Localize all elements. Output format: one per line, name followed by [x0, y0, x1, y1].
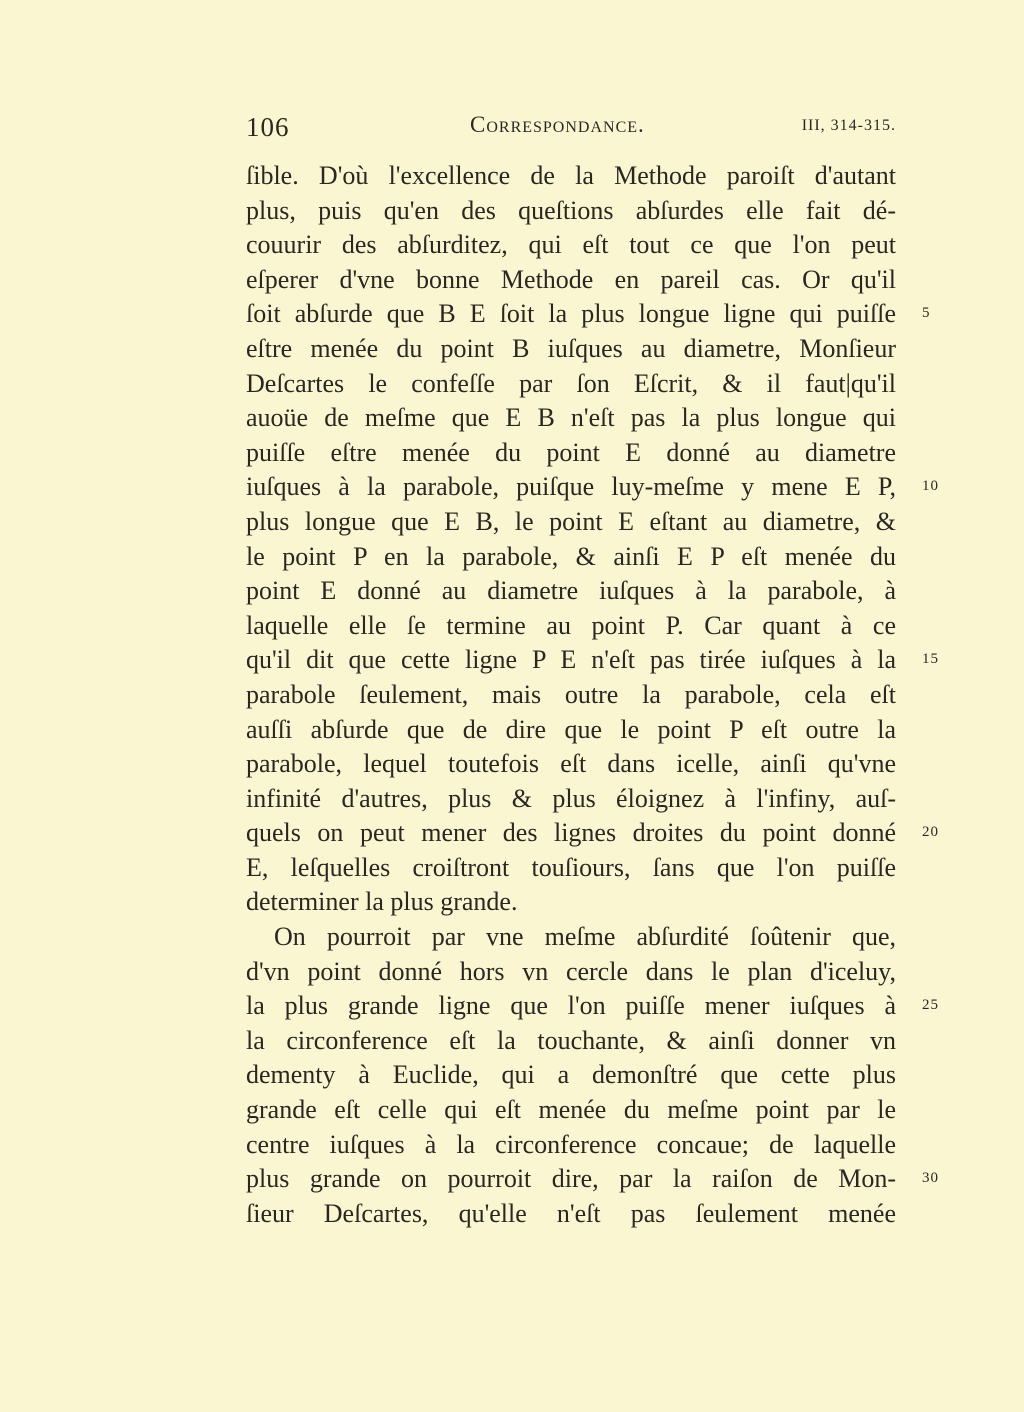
text-line: quels on peut mener des lignes droites du point donné	[246, 818, 896, 848]
line-number: 30	[922, 1170, 939, 1186]
line-number: 15	[922, 651, 939, 667]
text-line: auoüe de meſme que E B n'eſt pas la plus longue qui	[246, 403, 896, 433]
text-line: Deſcartes le confeſſe par ſon Eſcrit, & il faut|qu'il	[246, 368, 896, 398]
line-number: 20	[922, 824, 939, 840]
text-line: la circonference eſt la touchante, & ainſi donner vn	[246, 1025, 896, 1055]
text-line: plus longue que E B, le point E eſtant au diametre, &	[246, 506, 896, 536]
text-line: plus, puis qu'en des queſtions abſurdes elle fait dé-	[246, 195, 896, 225]
text-line: iuſques à la parabole, puiſque luy-meſme y mene E P,	[246, 472, 896, 502]
text-line: E, leſquelles croiſtront touſiours, ſans que l'on puiſſe	[246, 852, 896, 882]
text-line: grande eſt celle qui eſt menée du meſme point par le	[246, 1095, 896, 1125]
text-line: On pourroit par vne meſme abſurdité ſoûtenir que,	[274, 922, 896, 952]
text-line: d'vn point donné hors vn cercle dans le plan d'iceluy,	[246, 956, 896, 986]
text-line: eſperer d'vne bonne Methode en pareil cas. Or qu'il	[246, 264, 896, 294]
text-line: la plus grande ligne que l'on puiſſe mener iuſques à	[246, 991, 896, 1021]
text-line: qu'il dit que cette ligne P E n'eſt pas tirée iuſques à la	[246, 645, 896, 675]
text-line: dementy à Euclide, qui a demonſtré que cette plus	[246, 1060, 896, 1090]
page-header	[246, 112, 896, 146]
text-line: ſieur Deſcartes, qu'elle n'eſt pas ſeulement menée	[246, 1198, 896, 1228]
text-line: infinité d'autres, plus & plus éloignez à l'infiny, auſ-	[246, 783, 896, 813]
text-line: laquelle elle ſe termine au point P. Car quant à ce	[246, 610, 896, 640]
text-line: le point P en la parabole, & ainſi E P eſt menée du	[246, 541, 896, 571]
line-number: 10	[922, 478, 939, 494]
text-line: couurir des abſurditez, qui eſt tout ce que l'on peut	[246, 230, 896, 260]
volume-page-reference: III, 314-315.	[801, 117, 896, 134]
text-line: ſoit abſurde que B E ſoit la plus longue ligne qui puiſſe	[246, 299, 896, 329]
text-line: auſſi abſurde que de dire que le point P eſt outre la	[246, 714, 896, 744]
text-line: ſible. D'où l'excellence de la Methode paroiſt d'autant	[246, 161, 896, 190]
running-title: Correspondance.	[470, 112, 645, 137]
text-line: point E donné au diametre iuſques à la parabole, à	[246, 576, 896, 606]
line-number: 25	[922, 997, 939, 1013]
page-number: 106	[246, 112, 290, 142]
text-line: parabole ſeulement, mais outre la parabole, cela eſt	[246, 679, 896, 709]
text-line: parabole, lequel toutefois eſt dans icelle, ainſi qu'vne	[246, 749, 896, 779]
text-line: determiner la plus grande.	[246, 887, 518, 917]
body-text	[246, 159, 896, 1231]
text-line: puiſſe eſtre menée du point E donné au diametre	[246, 437, 896, 467]
text-line: plus grande on pourroit dire, par la raiſon de Mon-	[246, 1164, 896, 1194]
text-line: centre iuſques à la circonference concaue; de laquelle	[246, 1129, 896, 1159]
line-number: 5	[922, 305, 931, 321]
text-line: eſtre menée du point B iuſques au diametre, Monſieur	[246, 333, 896, 363]
